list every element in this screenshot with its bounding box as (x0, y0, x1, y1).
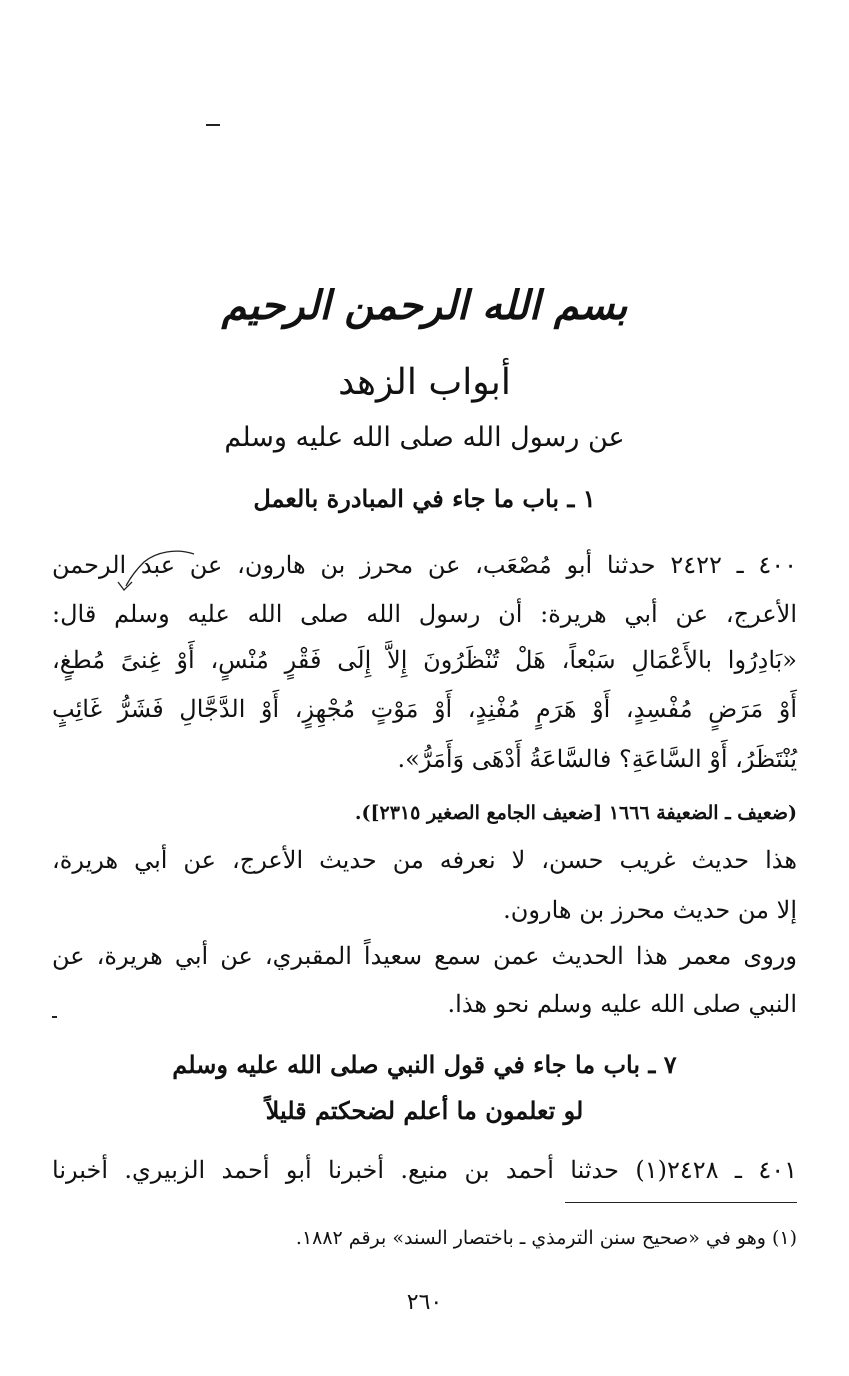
hadith-text-line: أَوْ مَرَضٍ مُفْسِدٍ، أَوْ هَرَمٍ مُفْنِدٍ، أَوْ مَوْتٍ مُجْهِزٍ، أَوْ الدَّجَّالِ فَشَرُّ غَائِبٍ (52, 695, 797, 723)
hadith-text-line: ٤٠٠ ـ ٢٤٢٢ حدثنا أبو مُصْعَب، عن محرز بن هارون، عن عبد الرحمن (52, 551, 798, 579)
hadith-text-line: الأعرج، عن أبي هريرة: أن رسول الله صلى الله عليه وسلم قال: (52, 600, 797, 628)
hadith-text-line: ٤٠١ ـ ٢٤٢٨(١) حدثنا أحمد بن منيع. أخبرنا أبو أحمد الزبيري. أخبرنا (52, 1156, 797, 1184)
page-number: ٢٦٠ (406, 1290, 443, 1315)
commentary-line: النبي صلى الله عليه وسلم نحو هذا. (447, 990, 797, 1018)
book-title: أبواب الزهد (338, 362, 511, 403)
book-subtitle: عن رسول الله صلى الله عليه وسلم (224, 422, 625, 453)
chapter-heading-subtitle: لو تعلمون ما أعلم لضحكتم قليلاً (265, 1096, 584, 1125)
commentary-line: هذا حديث غريب حسن، لا نعرفه من حديث الأعرج، عن أبي هريرة، (52, 846, 797, 874)
basmala-calligraphy: بسم الله الرحمن الرحيم (221, 282, 628, 329)
commentary-line: وروى معمر هذا الحديث عمن سمع سعيداً المقبري، عن أبي هريرة، عن (52, 942, 797, 970)
hadith-text-line: يُنْتَظَرُ، أَوْ السَّاعَةِ؟ فالسَّاعَةُ أَدْهَى وَأَمَرُّ». (397, 745, 797, 773)
handwritten-annotation (106, 548, 196, 598)
footnote-separator (565, 1202, 797, 1203)
footnote: (١) وهو في «صحيح سنن الترمذي ـ باختصار السند» برقم ١٨٨٢. (295, 1227, 797, 1249)
hadith-text-line: «بَادِرُوا بالأَعْمَالِ سَبْعاً، هَلْ تُنْظَرُونَ إِلاَّ إِلَى فَقْرٍ مُنْسٍ، أَوْ غِنىً مُطغٍ، (52, 646, 797, 674)
commentary-line: إلا من حديث محرز بن هارون. (503, 896, 797, 924)
chapter-heading: ١ ـ باب ما جاء في المبادرة بالعمل (253, 484, 596, 513)
ink-mark (206, 124, 220, 126)
hadith-grading: (ضعيف ـ الضعيفة ١٦٦٦ [ضعيف الجامع الصغير ٢٣١٥]). (354, 802, 797, 824)
chapter-heading: ٧ ـ باب ما جاء في قول النبي صلى الله عليه وسلم (172, 1050, 677, 1079)
